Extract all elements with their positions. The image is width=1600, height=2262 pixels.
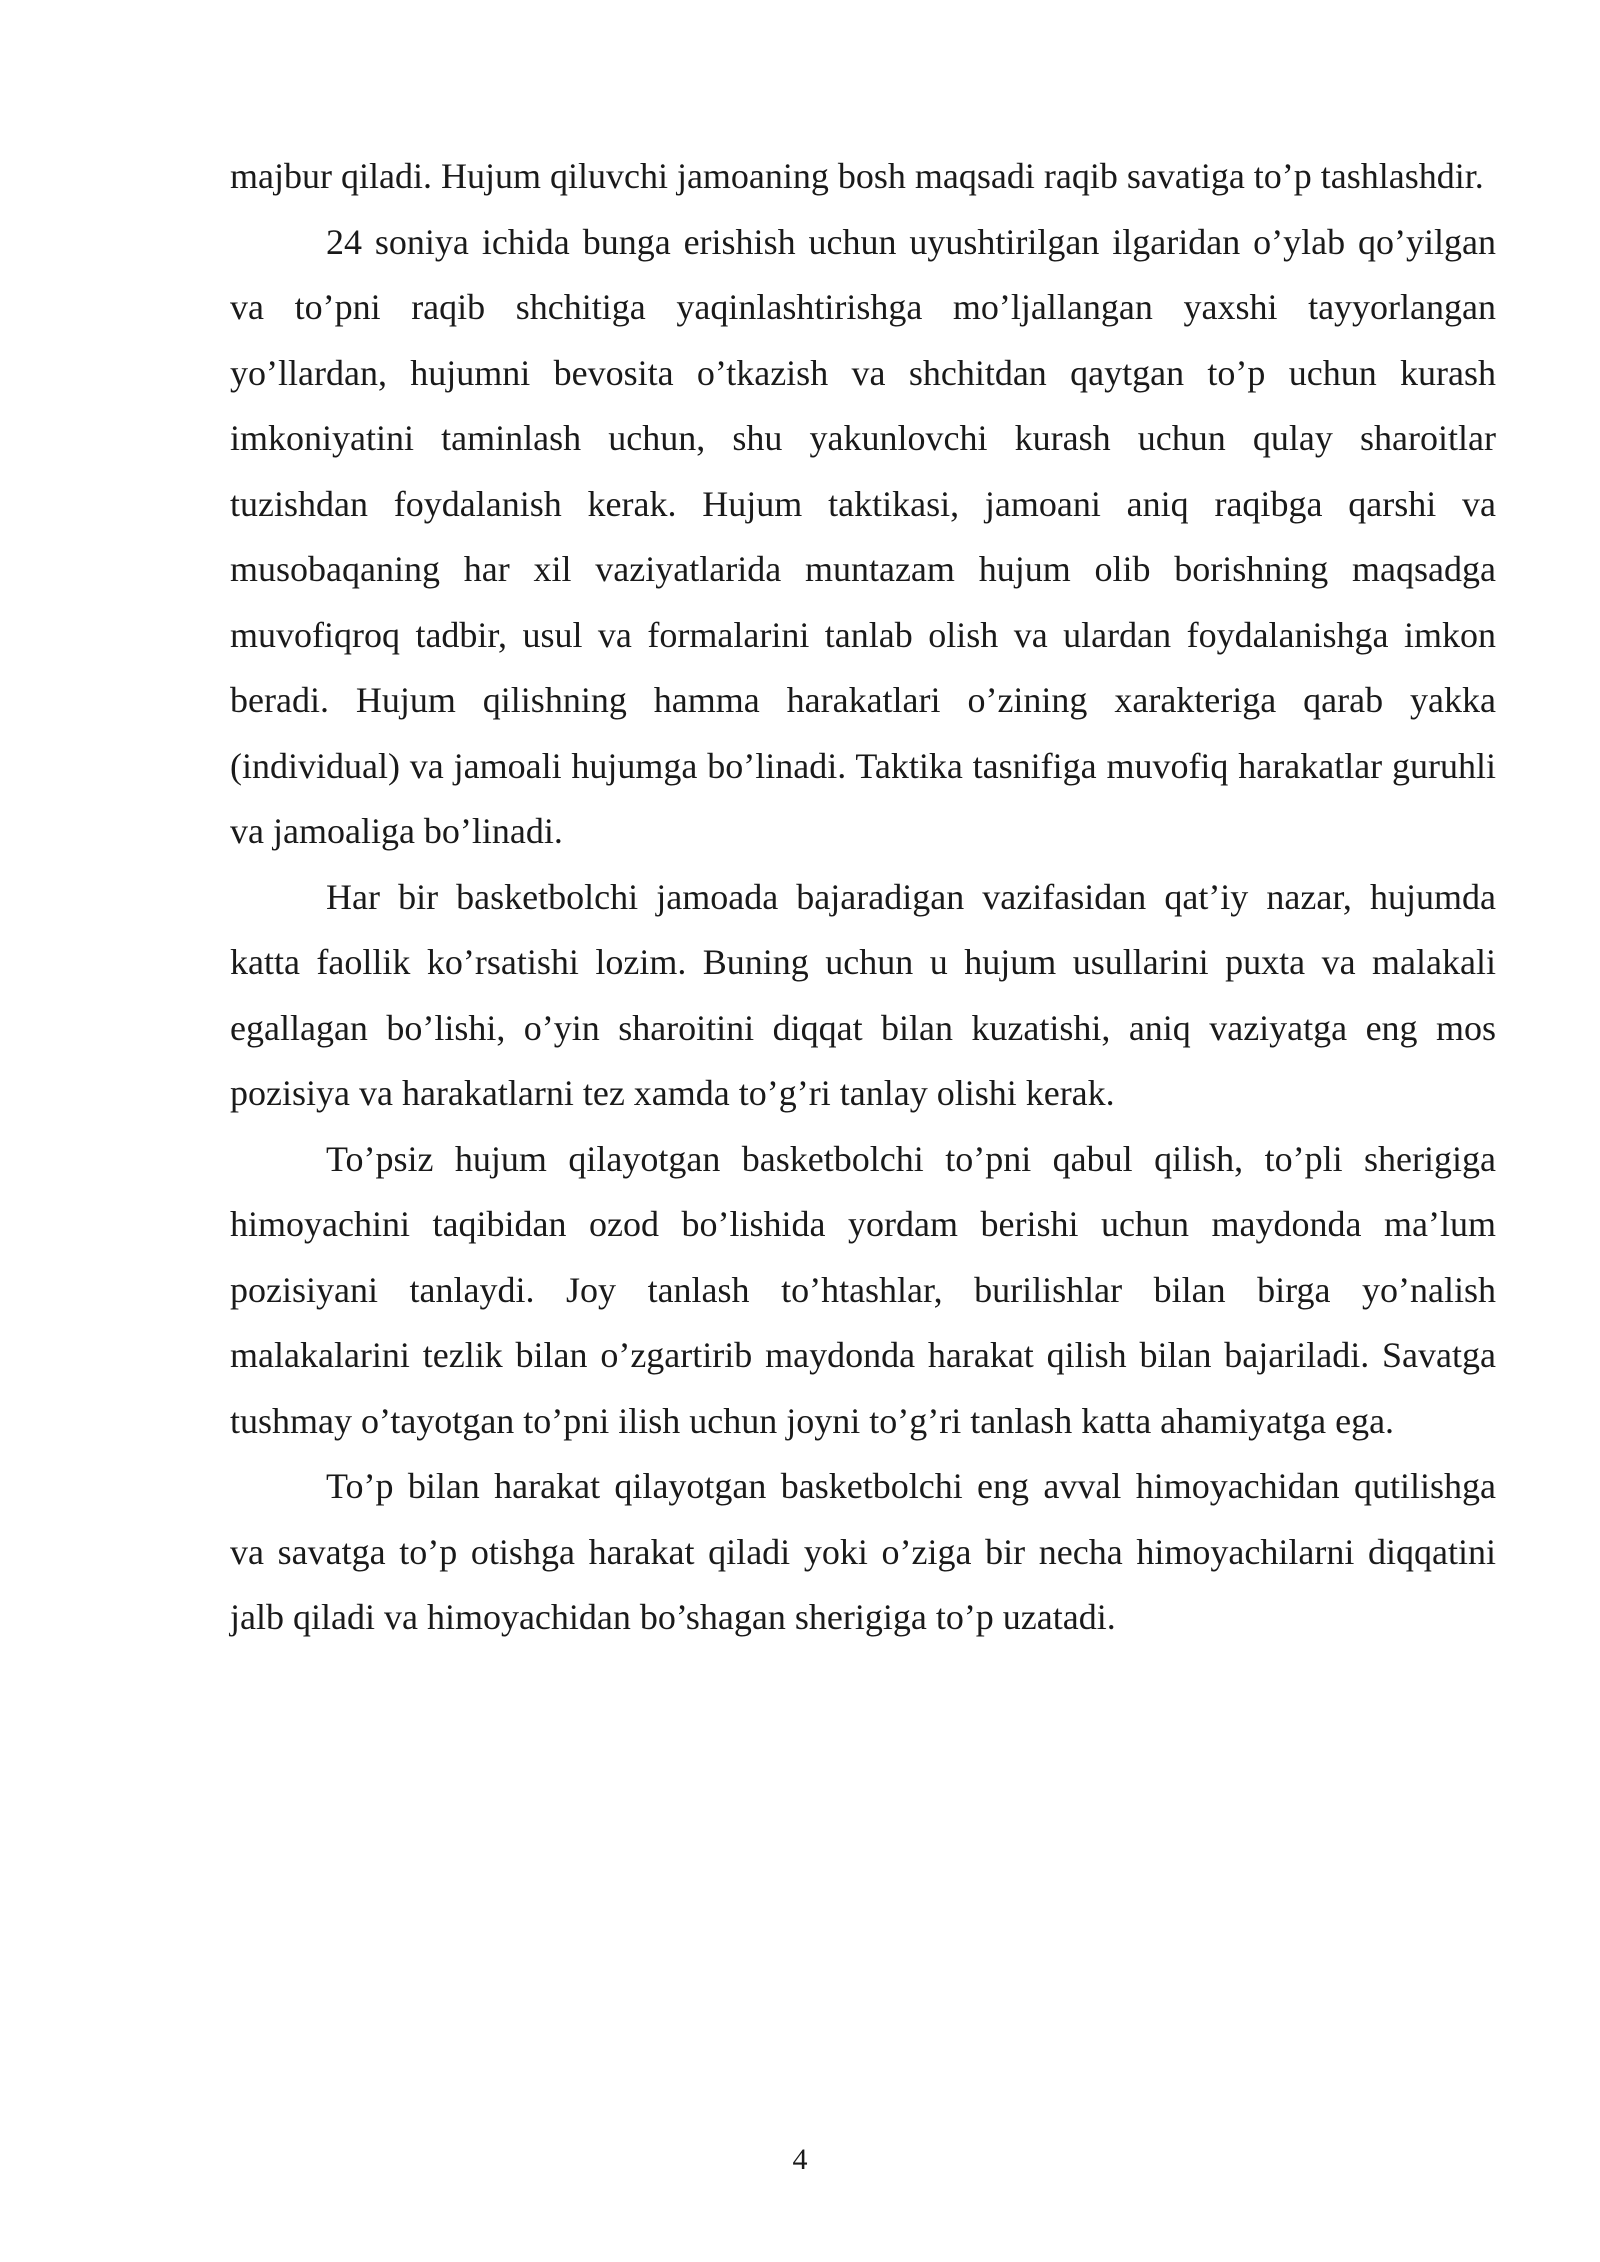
paragraph-continuation: majbur qiladi. Hujum qiluvchi jamoaning bosh maqsadi raqib savatiga to’p tashlashdir. xyxy=(230,156,1484,196)
paragraph-off-ball-attack: To’psiz hujum qilayotgan basketbolchi to’pni qabul qilish, to’pli sherigiga himoyachini taqibidan ozod bo’lishida yordam berishi uchun maydonda ma’lum pozisiyani tanlaydi. Joy tanlash to’htashlar, burilishlar bilan birga yo’nalish malakalarini tezlik bilan o’zgartirib maydonda harakat qilish bilan bajariladi. Savatga tushmay o’tayotgan to’pni ilish uchun joyni to’g’ri tanlash katta ahamiyatga ega. xyxy=(230,1138,1496,1441)
body-text xyxy=(230,144,1496,1651)
page-number: 4 xyxy=(792,2143,808,2176)
paragraph-player-activity: Har bir basketbolchi jamoada bajaradigan vazifasidan qat’iy nazar, hujumda katta faollik ko’rsatishi lozim. Buning uchun u hujum usullarini puxta va malakali egallagan bo’lishi, o’yin sharoitini diqqat bilan kuzatishi, aniq vaziyatga eng mos pozisiya va harakatlarni tez xamda to’g’ri tanlay olishi kerak. xyxy=(230,876,1496,1113)
paragraph-on-ball-attack: To’p bilan harakat qilayotgan basketbolchi eng avval himoyachidan qutilishga va savatga to’p otishga harakat qiladi yoki o’ziga bir necha himoyachilarni diqqatini jalb qiladi va himoyachidan bo’shagan sherigiga to’p uzatadi. xyxy=(230,1466,1496,1637)
paragraph-attack-timing: 24 soniya ichida bunga erishish uchun uyushtirilgan ilgaridan o’ylab qo’yilgan va to’pni raqib shchitiga yaqinlashtirishga mo’ljallangan yaxshi tayyorlangan yo’llardan, hujumni bevosita o’tkazish va shchitdan qaytgan to’p uchun kurash imkoniyatini taminlash uchun, shu yakunlovchi kurash uchun qulay sharoitlar tuzishdan foydalanish kerak. Hujum taktikasi, jamoani aniq raqibga qarshi va musobaqaning har xil vaziyatlarida muntazam hujum olib borishning maqsadga muvofiqroq tadbir, usul va formalarini tanlab olish va ulardan foydalanishga imkon beradi. Hujum qilishning hamma harakatlari o’zining xarakteriga qarab yakka (individual) va jamoali hujumga bo’linadi. Taktika tasnifiga muvofiq harakatlar guruhli va jamoaliga bo’linadi. xyxy=(230,221,1496,851)
